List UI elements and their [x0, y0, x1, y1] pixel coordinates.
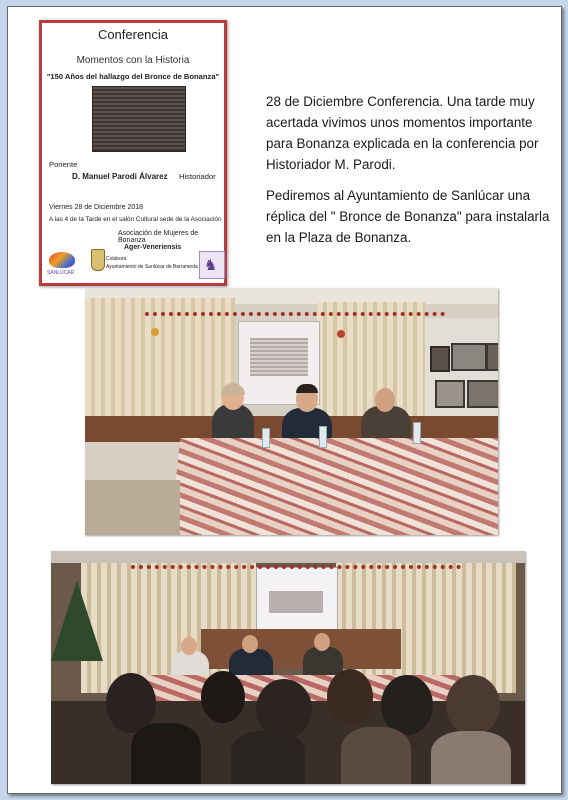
city-shield-icon — [91, 249, 105, 271]
conference-photo-2 — [51, 551, 525, 784]
poster-title: Conferencia — [97, 27, 169, 42]
poster-ayuntamiento: Ayuntamiento de Sanlúcar de Barrameda — [106, 264, 198, 270]
sanlucar-logo — [49, 252, 75, 268]
poster-ponente-label: Ponente — [49, 160, 78, 169]
association-logo: ♞ — [199, 251, 225, 279]
paragraph-1: 28 de Diciembre Conferencia. Una tarde muy acertada vivimos unos momentos importante para Bonanza explicada en la conferencia por Historiador M. Parodi. — [266, 94, 539, 172]
paragraph-2: Pediremos al Ayuntamiento de Sanlúcar una réplica del " Bronce de Bonanza" para instalarla en la Plaza de Bonanza. — [266, 188, 550, 245]
poster-speaker: D. Manuel Parodi Álvarez — [72, 172, 168, 181]
sanlucar-logo-text: SANLÚCAR — [47, 270, 75, 276]
bronze-plaque-image — [92, 86, 186, 152]
poster-place: A las 4 de la Tarde en el salón Cultural sede de la Asociación — [49, 216, 222, 223]
poster-subtitle: Momentos con la Historia — [76, 55, 190, 66]
article-text — [266, 91, 556, 258]
conference-photo-1 — [85, 288, 498, 535]
conference-poster — [39, 20, 227, 286]
document-page — [7, 6, 562, 794]
poster-association: Asociación de Mujeres de Bonanza — [118, 230, 199, 244]
poster-colabora: Colabora — [106, 256, 127, 262]
poster-quote: "150 Años del hallazgo del Bronce de Bonanza" — [46, 72, 220, 81]
poster-role: Historiador — [179, 172, 216, 181]
poster-org: Ager-Veneriensis — [124, 244, 182, 251]
poster-date: Viernes 28 de Diciembre 2018 — [49, 204, 144, 211]
